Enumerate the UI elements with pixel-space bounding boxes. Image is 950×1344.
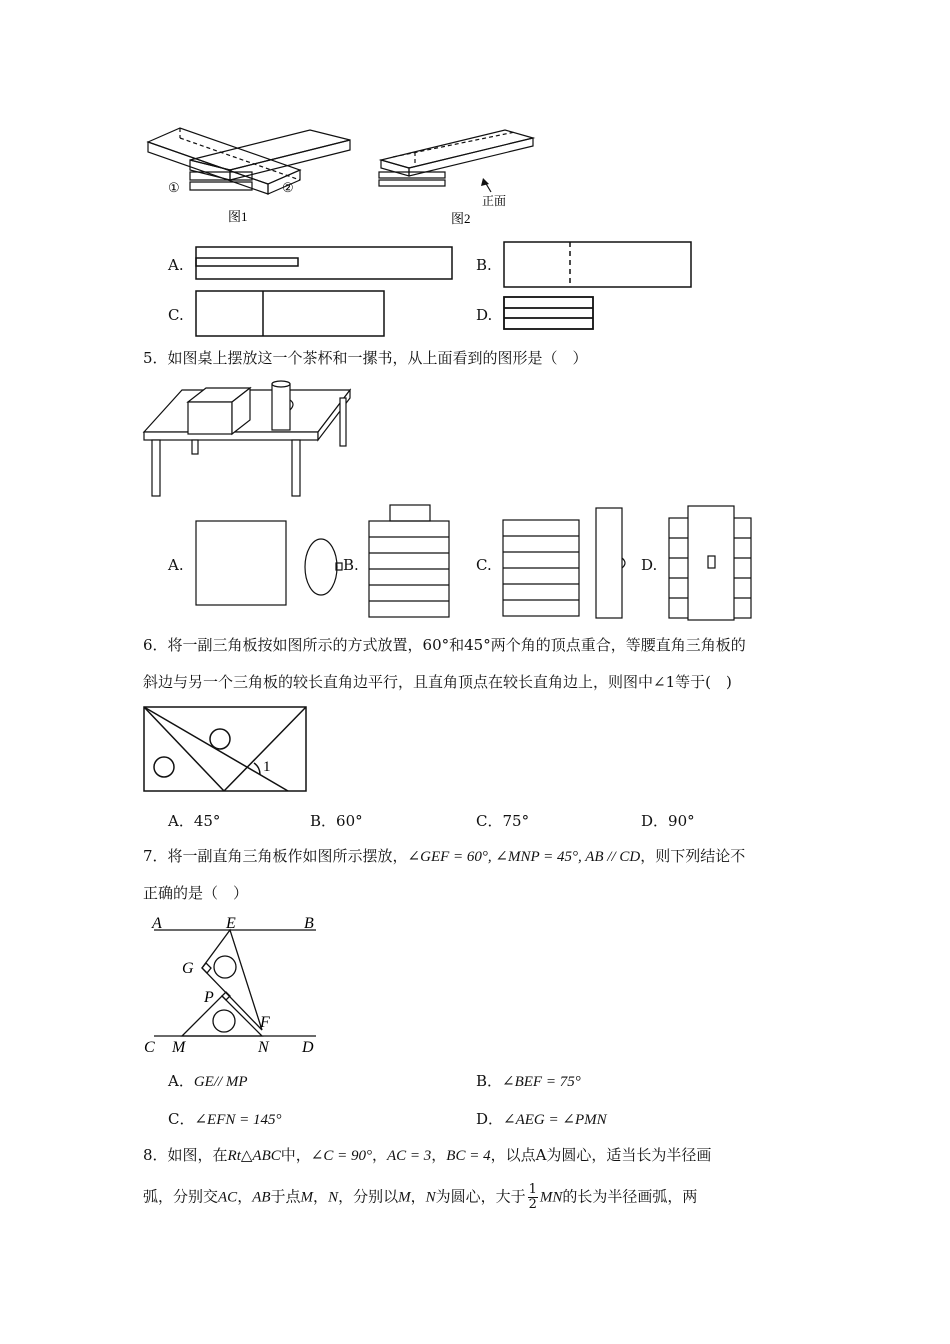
q8-text-5: 于点 [270,1187,301,1206]
q7-stem-line2: 正确的是（ ） [143,884,249,902]
q6-option-b-value: 60° [336,812,363,830]
q5-table-figure [142,376,354,500]
q6-option-b-letter: B． [310,812,337,830]
q4-front-label: 正面 [482,194,507,208]
q4-option-a-letter[interactable]: A. [168,256,184,274]
q7-label-c: C [144,1039,155,1056]
q6-option-a-letter: A． [168,812,194,830]
q8-seg-mn: MN [539,1189,563,1206]
q8-seg-ac: AC [218,1189,238,1206]
q6-option-c[interactable] [476,810,529,831]
q4-option-c-figure [195,290,387,338]
q7-label-m: M [172,1039,186,1056]
q7-option-d-value: ∠AEG = ∠PMN [503,1112,607,1128]
q7-stem-line1 [143,846,745,867]
q4-figure-1 [140,120,320,230]
q8-text-6: ，分别以 [338,1187,399,1206]
q8-angle-c: ∠C = 90° [310,1148,372,1164]
q4-option-a-figure [195,246,455,282]
q4-label-2: ② [282,180,294,195]
q7-option-b[interactable] [476,1070,581,1091]
q7-label-g: G [182,960,194,977]
q7-label-b: B [304,915,314,932]
q5-option-a-letter[interactable]: A. [168,556,184,574]
q7-option-a[interactable] [168,1070,248,1091]
q6-option-c-value: 75° [502,812,530,830]
q4-label-1: ① [168,180,180,195]
q7-option-a-letter: A． [168,1072,194,1090]
q8-point-n: N [328,1189,339,1206]
q6-option-a[interactable] [168,810,220,831]
q8-sep-4: ， [313,1187,329,1206]
q8-text-2: 中， [280,1146,311,1164]
q5-option-d-figure [668,504,754,622]
q8-point-m: M [300,1189,314,1206]
q4-option-b-figure [503,241,693,289]
q6-option-c-letter: C． [476,812,503,830]
q7-label-n: N [258,1039,269,1056]
q7-label-a: A [152,915,162,932]
q7-label-p: P [204,989,214,1006]
q7-option-d-letter: D． [476,1110,504,1128]
q8-text-8: 的长为半径画弧，两 [562,1187,698,1206]
q4-option-d-letter[interactable]: D. [476,306,493,324]
q4-fig1-caption: 图1 [228,209,248,224]
q6-angle-label: 1 [263,759,271,775]
q8-stem-line2 [143,1183,697,1212]
q8-seg-ab: AB [252,1189,271,1206]
q6-option-b[interactable] [310,810,363,831]
q8-frac-num: 1 [528,1182,537,1197]
q6-option-d[interactable] [641,810,695,831]
q8-triangle: Rt△ABC [227,1148,281,1164]
q6-stem-line2: 斜边与另一个三角板的较长直角边平行，且直角顶点在较长直角边上，则图中∠1等于( ) [143,673,732,691]
q6-stem-line1: 6．将一副三角板按如图所示的方式放置，60°和45°两个角的顶点重合，等腰直角三角板的 [143,636,746,654]
q5-option-b-letter[interactable]: B. [343,556,359,574]
q7-label-f: F [260,1014,270,1031]
q7-label-e: E [226,915,236,932]
q8-sep-3: ， [237,1187,253,1206]
q6-option-d-value: 90° [668,812,695,830]
q8-bc: BC = 4 [446,1148,491,1164]
q6-option-d-letter: D． [641,812,669,830]
q8-ac: AC = 3 [386,1148,432,1164]
q7-option-b-letter: B． [476,1072,503,1090]
q8-frac-den: 2 [528,1197,537,1212]
q4-option-c-letter[interactable]: C. [168,306,184,324]
q7-option-c-value: ∠EFN = 145° [194,1112,282,1128]
q8-text-1: 8．如图，在 [143,1146,228,1164]
q6-triangles-figure [142,705,312,795]
q7-stem-part2: ，则下列结论不 [640,847,746,865]
q4-fig2-caption: 图2 [451,211,471,226]
q8-sep-5: ， [410,1187,426,1206]
q5-option-b-figure [368,504,450,620]
q5-option-d-letter[interactable]: D. [641,556,658,574]
q4-figure-2 [375,122,545,232]
q5-option-c-letter[interactable]: C. [476,556,492,574]
q8-stem-line1 [143,1145,711,1166]
q6-option-a-value: 45° [193,812,221,830]
q7-option-d[interactable] [476,1108,607,1129]
q7-label-d: D [302,1039,314,1056]
q7-option-b-value: ∠BEF = 75° [502,1074,581,1090]
q8-text-7: 为圆心，大于 [435,1187,526,1206]
q8-text-4: 弧，分别交 [143,1187,219,1206]
q4-option-b-letter[interactable]: B. [476,256,492,274]
q5-option-a-figure [195,520,355,608]
q7-parallel-lines-figure [142,912,327,1057]
q5-stem: 5．如图桌上摆放这一个茶杯和一摞书，从上面看到的图形是（ ） [143,349,588,367]
q4-option-d-figure [503,296,595,332]
q7-option-c-letter: C． [168,1110,195,1128]
q5-option-c-figure [502,506,632,620]
q7-stem-part1: 7．将一副直角三角板作如图所示摆放， [143,847,408,865]
q8-text-3: ，以点A为圆心，适当长为半径画 [490,1146,712,1164]
q8-point-n-2: N [425,1189,436,1206]
q8-sep-2: ， [431,1146,447,1164]
q7-option-c[interactable] [168,1108,282,1129]
q8-point-m-2: M [398,1189,411,1206]
q7-stem-math: ∠GEF = 60°, ∠MNP = 45°, AB // CD [407,849,641,865]
q7-option-a-value: GE// MP [193,1074,248,1090]
q8-sep-1: ， [371,1146,387,1164]
q8-fraction [528,1183,538,1212]
